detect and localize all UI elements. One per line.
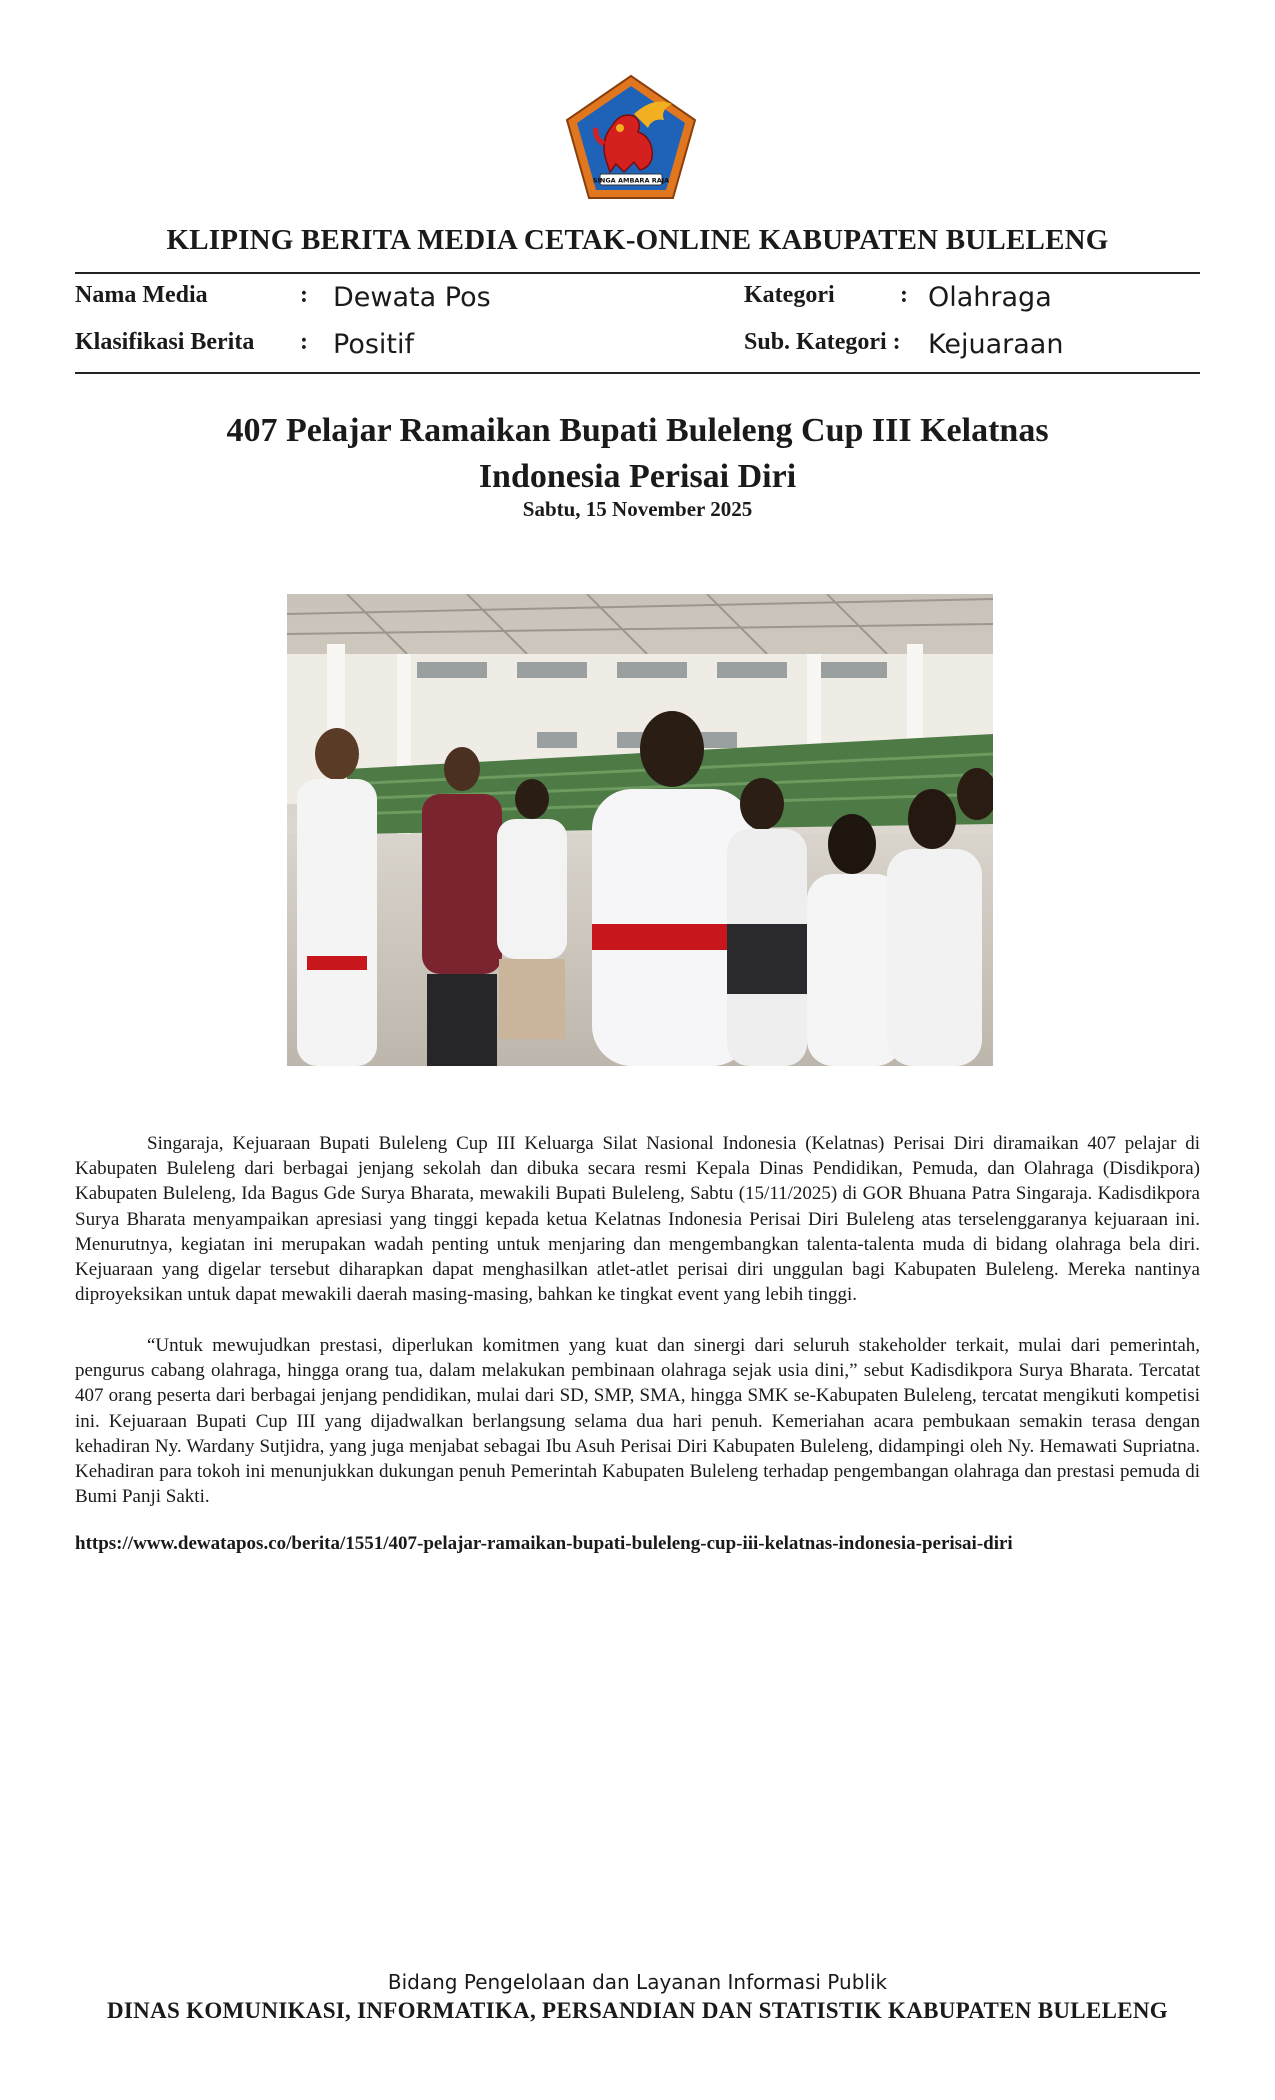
kategori-colon: : [900,282,908,308]
article-date: Sabtu, 15 November 2025 [522,497,753,521]
klasifikasi-berita-colon: : [300,329,308,355]
nama-media-label: Nama Media [75,282,208,308]
kategori-value: Olahraga [928,282,1052,313]
nama-media-colon: : [300,282,308,308]
article-paragraph: Singaraja, Kejuaraan Bupati Buleleng Cup III Keluarga Silat Nasional Indonesia (Kelatnas) Perisai Diri diramaikan 407 pelajar di Kabupaten Buleleng dari berbagai jenjang sekolah dan dibuka secara resmi Kepala Dinas Pendidikan, Pemuda, dan Olahraga (Disdikpora) Kabupaten Buleleng, Ida Bagus Gde Surya Bharata, mewakili Bupati Buleleng, Sabtu (15/11/2025) di GOR Bhuana Patra Singaraja. Kadisdikpora Surya Bharata menyampaikan apresiasi yang tinggi kepada ketua Kelatnas Indonesia Perisai Diri Buleleng atas terselenggaranya kejuaraan ini. Menurutnya, kegiatan ini merupakan wadah penting untuk menjaring dan mengembangkan talenta-talenta muda di bidang olahraga bela diri. Kejuaraan yang digelar tersebut diharapkan dapat menghasilkan atlet-atlet perisai diri unggulan bagi Kabupaten Buleleng. Mereka nantinya diproyeksikan untuk dapat mewakili daerah masing-masing, bahkan ke tingkat event yang lebih tinggi. [75,1133,1200,1306]
header-rule-top [75,272,1200,274]
sub-kategori-label: Sub. Kategori : [744,329,901,355]
buleleng-regency-emblem [564,74,698,202]
source-url-link[interactable]: https://www.dewatapos.co/berita/1551/407-pelajar-ramaikan-bupati-buleleng-cup-iii-kelatnas-indonesia-perisai-diri [75,1533,1013,1554]
kategori-label: Kategori [744,282,835,308]
emblem-motto: SINGA AMBARA RAJA [592,176,670,185]
klasifikasi-berita-label: Klasifikasi Berita [75,329,255,355]
header-rule-bottom [75,372,1200,374]
headline-line-2: Indonesia Perisai Diri [478,458,797,495]
article-photo [287,594,993,1066]
clipping-header-title: KLIPING BERITA MEDIA CETAK-ONLINE KABUPATEN BULELENG [166,224,1109,256]
klasifikasi-berita-value: Positif [333,329,414,360]
nama-media-value: Dewata Pos [333,282,491,313]
sub-kategori-value: Kejuaraan [928,329,1064,360]
footer-agency: DINAS KOMUNIKASI, INFORMATIKA, PERSANDIAN DAN STATISTIK KABUPATEN BULELENG [107,1998,1168,2023]
article-headline [150,408,1125,500]
headline-line-1: 407 Pelajar Ramaikan Bupati Buleleng Cup III Kelatnas [226,412,1049,449]
footer-unit: Bidang Pengelolaan dan Layanan Informasi Publik [387,1970,888,1994]
article-paragraph: “Untuk mewujudkan prestasi, diperlukan komitmen yang kuat dan sinergi dari seluruh stakeholder terkait, mulai dari pemerintah, pengurus cabang olahraga, hingga orang tua, dalam melakukan pembinaan olahraga sejak usia dini,” sebut Kadisdikpora Surya Bharata. Tercatat 407 orang peserta dari berbagai jenjang pendidikan, mulai dari SD, SMP, SMA, hingga SMK se-Kabupaten Buleleng, tercatat mengikuti kompetisi ini. Kejuaraan Bupati Cup III yang dijadwalkan berlangsung selama dua hari penuh. Kemeriahan acara pembukaan semakin terasa dengan kehadiran Ny. Wardany Sutjidra, yang juga menjabat sebagai Ibu Asuh Perisai Diri Kabupaten Buleleng, didampingi oleh Ny. Hemawati Supriatna. Kehadiran para tokoh ini menunjukkan dukungan penuh Pemerintah Kabupaten Buleleng terhadap pengembangan olahraga dan prestasi pemuda di Bumi Panji Sakti. [75,1335,1200,1508]
